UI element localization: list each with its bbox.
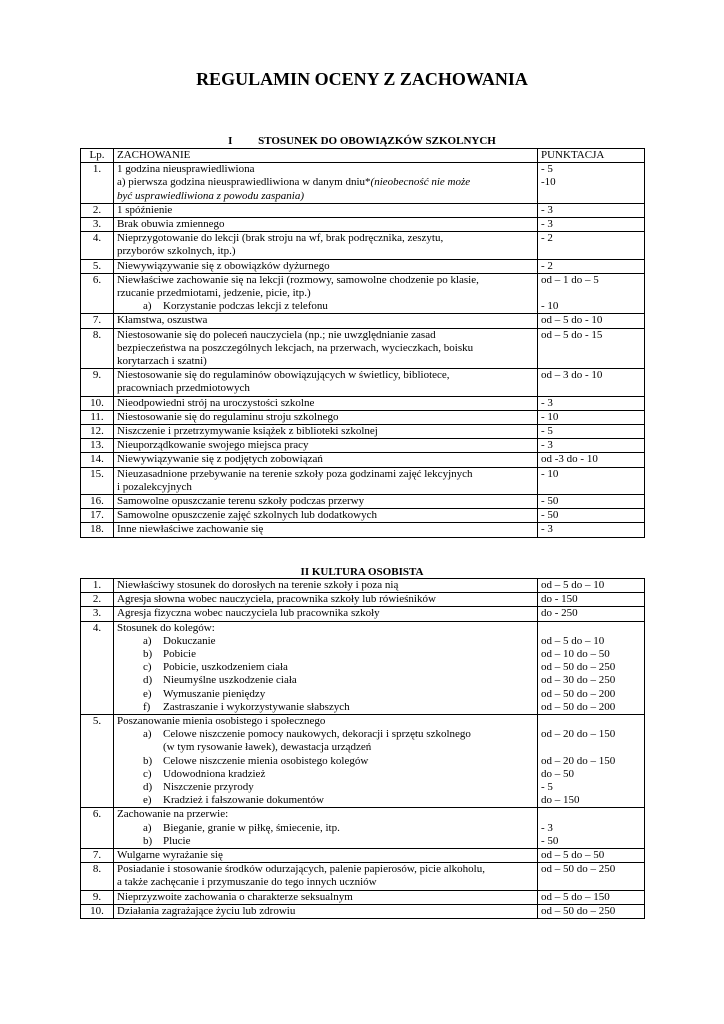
behavior-line: Agresja słowna wobec nauczyciela, pracownika szkoły lub rówieśników xyxy=(117,593,436,606)
behavior-line: Niewywiązywanie się z podjętych zobowiązań xyxy=(117,453,323,466)
behavior-line: Niewywiązywanie się z obowiązków dyżurnego xyxy=(117,259,330,272)
row-behavior xyxy=(114,314,538,328)
behavior-note: być usprawiedliwiona z powodu zaspania) xyxy=(117,189,305,202)
row-behavior xyxy=(114,579,538,593)
points-line: - 5 xyxy=(541,163,553,176)
row-points xyxy=(538,523,645,537)
table-row xyxy=(81,163,645,204)
row-points xyxy=(538,259,645,273)
row-points xyxy=(538,453,645,467)
sub-text: Bieganie, granie w piłkę, śmiecenie, itp. xyxy=(163,821,340,834)
sub-item xyxy=(117,701,534,714)
row-behavior xyxy=(114,621,538,714)
sub-item xyxy=(117,781,534,794)
row-points xyxy=(538,314,645,328)
sub-item xyxy=(117,835,534,848)
table-row xyxy=(81,523,645,537)
row-points xyxy=(538,439,645,453)
behavior-line: Wulgarne wyrażanie się xyxy=(117,849,223,862)
document-title: REGULAMIN OCENY Z ZACHOWANIA xyxy=(196,69,528,89)
points-line: - 5 xyxy=(541,425,553,438)
header-behavior: ZACHOWANIE xyxy=(114,149,538,163)
behavior-line: Niewłaściwy stosunek do dorosłych na terenie szkoły i poza nią xyxy=(117,579,399,591)
row-number: 15. xyxy=(81,467,114,494)
sub-text: Wymuszanie pieniędzy xyxy=(163,687,266,700)
row-number: 4. xyxy=(81,621,114,714)
row-points xyxy=(538,509,645,523)
row-number: 13. xyxy=(81,439,114,453)
points-line: -10 xyxy=(541,176,556,189)
points-line: do – 50 xyxy=(541,767,574,780)
behavior-line: Zachowanie na przerwie: xyxy=(117,808,229,821)
points-line: od – 30 do – 250 xyxy=(541,674,616,687)
sub-marker: b) xyxy=(143,834,153,847)
row-number: 18. xyxy=(81,523,114,537)
row-number: 2. xyxy=(81,203,114,217)
points-line: od – 5 do – 10 xyxy=(541,579,605,591)
sub-text: Nieumyślne uszkodzenie ciała xyxy=(163,674,297,687)
row-behavior xyxy=(114,396,538,410)
row-number: 6. xyxy=(81,273,114,314)
row-number: 5. xyxy=(81,715,114,808)
row-behavior xyxy=(114,715,538,808)
points-line: do – 150 xyxy=(541,794,580,807)
sub-text: Korzystanie podczas lekcji z telefonu xyxy=(163,300,328,313)
sub-item xyxy=(117,661,534,674)
points-line: do - 150 xyxy=(541,593,578,606)
table-row xyxy=(81,396,645,410)
behavior-line: Posiadanie i stosowanie środków odurzających, palenie papierosów, picie alkoholu, xyxy=(117,863,485,876)
table-row xyxy=(81,467,645,494)
table-row xyxy=(81,439,645,453)
row-points xyxy=(538,808,645,849)
sub-marker: e) xyxy=(143,687,152,700)
behavior-line: Niestosowanie się do poleceń nauczyciela (np.; nie uwzględnianie zasad xyxy=(117,328,436,341)
behavior-line: Poszanowanie mienia osobistego i społecznego xyxy=(117,715,326,728)
behavior-line: Nieodpowiedni strój na uroczystości szkolne xyxy=(117,396,315,409)
row-points xyxy=(538,396,645,410)
points-line: - 10 xyxy=(541,410,559,423)
sub-marker: f) xyxy=(143,700,151,713)
sub-continuation: (w tym rysowanie ławek), dewastacja urządzeń xyxy=(163,741,372,754)
points-line: od – 5 do – 10 xyxy=(541,634,605,647)
behavior-line: Inne niewłaściwe zachowanie się xyxy=(117,523,264,536)
behavior-line: przyborów szkolnych, itp.) xyxy=(117,245,236,258)
behavior-line: Nieuzasadnione przebywanie na terenie szkoły poza godzinami zajęć lekcyjnych xyxy=(117,467,473,480)
sub-marker: a) xyxy=(143,728,152,741)
section-2-heading: II KULTURA OSOBISTA xyxy=(300,566,424,578)
section-1-heading xyxy=(0,135,724,148)
row-points xyxy=(538,621,645,714)
row-number: 9. xyxy=(81,369,114,396)
table-row xyxy=(81,328,645,369)
behavior-line: Niestosowanie się do regulaminu stroju szkolnego xyxy=(117,410,339,423)
row-points xyxy=(538,849,645,863)
table-row xyxy=(81,808,645,849)
table-row xyxy=(81,369,645,396)
behavior-line: Samowolne opuszczanie terenu szkoły podczas przerwy xyxy=(117,495,365,508)
row-behavior xyxy=(114,218,538,232)
row-behavior xyxy=(114,808,538,849)
sub-item xyxy=(117,688,534,701)
behavior-line: Stosunek do kolegów: xyxy=(117,621,215,634)
points-line: od – 20 do – 150 xyxy=(541,728,616,741)
behavior-line: Niewłaściwe zachowanie się na lekcji (rozmowy, samowolne chodzenie po klasie, xyxy=(117,273,479,286)
sub-text: Pobicie, uszkodzeniem ciała xyxy=(163,661,288,674)
sub-marker: b) xyxy=(143,648,153,661)
sub-marker: c) xyxy=(143,767,152,780)
points-line: - 2 xyxy=(541,232,553,245)
table-row xyxy=(81,410,645,424)
points-line: od – 50 do – 200 xyxy=(541,687,616,700)
behavior-line: Kłamstwa, oszustwa xyxy=(117,314,208,327)
row-behavior xyxy=(114,203,538,217)
points-line: - 3 xyxy=(541,218,553,231)
points-line xyxy=(541,622,641,635)
behavior-line: Niestosowanie się do regulaminów obowiązujących w świetlicy, bibliotece, xyxy=(117,369,450,382)
behavior-line: a także zachęcanie i przymuszanie do tego innych uczniów xyxy=(117,876,377,889)
sub-text: Celowe niszczenie mienia osobistego kolegów xyxy=(163,754,369,767)
row-number: 4. xyxy=(81,232,114,259)
row-points xyxy=(538,163,645,204)
row-behavior xyxy=(114,467,538,494)
table-row xyxy=(81,495,645,509)
row-points xyxy=(538,593,645,607)
section-2-table xyxy=(80,578,645,919)
row-number: 2. xyxy=(81,593,114,607)
behavior-line: korytarzach i szatni) xyxy=(117,355,207,368)
row-number: 14. xyxy=(81,453,114,467)
table-row xyxy=(81,259,645,273)
behavior-line: Niszczenie i przetrzymywanie książek z biblioteki szkolnej xyxy=(117,425,378,438)
points-line: od – 5 do – 50 xyxy=(541,849,605,862)
row-number: 3. xyxy=(81,218,114,232)
row-number: 16. xyxy=(81,495,114,509)
table-row xyxy=(81,849,645,863)
points-line: - 5 xyxy=(541,781,553,794)
row-number: 1. xyxy=(81,163,114,204)
sub-text: Plucie xyxy=(163,834,191,847)
points-line xyxy=(541,808,641,821)
row-number: 7. xyxy=(81,849,114,863)
row-number: 5. xyxy=(81,259,114,273)
points-line: - 10 xyxy=(541,467,559,480)
table-header-row xyxy=(81,149,645,163)
table-row xyxy=(81,890,645,904)
row-behavior xyxy=(114,904,538,918)
row-behavior xyxy=(114,425,538,439)
sub-item xyxy=(117,755,534,768)
table-row xyxy=(81,607,645,621)
points-line: - 3 xyxy=(541,203,553,216)
row-behavior xyxy=(114,523,538,537)
table-row xyxy=(81,453,645,467)
points-line: od – 50 do – 200 xyxy=(541,700,616,713)
points-line: od – 50 do – 250 xyxy=(541,904,616,917)
sub-marker: a) xyxy=(143,821,152,834)
points-line: - 50 xyxy=(541,834,559,847)
points-line: od – 5 do - 15 xyxy=(541,328,603,341)
sub-marker: d) xyxy=(143,674,153,687)
table-row xyxy=(81,621,645,714)
header-points: PUNKTACJA xyxy=(538,149,645,163)
points-line xyxy=(541,715,641,728)
sub-item xyxy=(117,728,534,741)
sub-text: Niszczenie przyrody xyxy=(163,781,254,794)
row-points xyxy=(538,328,645,369)
row-behavior xyxy=(114,849,538,863)
table-row xyxy=(81,314,645,328)
points-line: - 10 xyxy=(541,300,559,313)
behavior-line: Nieprzygotowanie do lekcji (brak stroju na wf, brak podręcznika, zeszytu, xyxy=(117,232,444,245)
behavior-line: bezpieczeństwa na poszczególnych lekcjach, na przerwach, wycieczkach, boisku xyxy=(117,341,474,354)
sub-text: Udowodniona kradzież xyxy=(163,767,266,780)
row-behavior xyxy=(114,453,538,467)
behavior-note: (nieobecność nie może xyxy=(370,176,471,189)
points-line: - 2 xyxy=(541,259,553,272)
behavior-line: rzucanie przedmiotami, jedzenie, picie, itp.) xyxy=(117,287,311,300)
points-line: - 3 xyxy=(541,396,553,409)
behavior-line: Nieprzyzwoite zachowania o charakterze seksualnym xyxy=(117,890,353,903)
row-points xyxy=(538,425,645,439)
row-points xyxy=(538,410,645,424)
row-behavior xyxy=(114,163,538,204)
sub-text: Kradzież i fałszowanie dokumentów xyxy=(163,794,324,807)
points-line: od – 50 do – 250 xyxy=(541,863,616,876)
sub-marker: b) xyxy=(143,754,153,767)
points-line: do - 250 xyxy=(541,607,578,620)
row-behavior xyxy=(114,593,538,607)
behavior-line: pracowniach przedmiotowych xyxy=(117,382,250,395)
row-number: 11. xyxy=(81,410,114,424)
table-row xyxy=(81,593,645,607)
points-line: - 3 xyxy=(541,439,553,452)
row-number: 9. xyxy=(81,890,114,904)
sub-marker: a) xyxy=(143,300,152,313)
row-behavior xyxy=(114,273,538,314)
header-lp: Lp. xyxy=(81,149,114,163)
table-row xyxy=(81,715,645,808)
points-line: od – 5 do – 150 xyxy=(541,890,610,903)
table-row xyxy=(81,232,645,259)
row-number: 8. xyxy=(81,863,114,890)
row-behavior xyxy=(114,863,538,890)
row-number: 10. xyxy=(81,904,114,918)
points-line: - 50 xyxy=(541,495,559,508)
sub-text: Celowe niszczenie pomocy naukowych, dekoracji i sprzętu szkolnego xyxy=(163,728,471,741)
points-line: od – 3 do - 10 xyxy=(541,369,603,382)
points-line xyxy=(541,287,641,300)
points-line: - 50 xyxy=(541,509,559,522)
table-row xyxy=(81,579,645,593)
table-row xyxy=(81,273,645,314)
row-points xyxy=(538,369,645,396)
row-points xyxy=(538,904,645,918)
section-1-number: I xyxy=(228,135,233,147)
points-line: od – 5 do - 10 xyxy=(541,314,603,327)
points-line: od – 50 do – 250 xyxy=(541,661,616,674)
row-points xyxy=(538,232,645,259)
row-behavior xyxy=(114,495,538,509)
sub-text: Dokuczanie xyxy=(163,634,216,647)
sub-marker: d) xyxy=(143,781,153,794)
behavior-line: 1 godzina nieusprawiedliwiona xyxy=(117,163,255,176)
row-points xyxy=(538,607,645,621)
row-behavior xyxy=(114,410,538,424)
sub-item xyxy=(117,635,534,648)
row-number: 10. xyxy=(81,396,114,410)
row-points xyxy=(538,467,645,494)
row-number: 17. xyxy=(81,509,114,523)
row-points xyxy=(538,863,645,890)
points-line: od – 20 do – 150 xyxy=(541,754,616,767)
row-number: 12. xyxy=(81,425,114,439)
row-points xyxy=(538,218,645,232)
sub-item xyxy=(117,768,534,781)
behavior-line: Nieuporządkowanie swojego miejsca pracy xyxy=(117,439,309,452)
row-behavior xyxy=(114,607,538,621)
row-number: 7. xyxy=(81,314,114,328)
row-number: 1. xyxy=(81,579,114,593)
table-row xyxy=(81,203,645,217)
row-behavior xyxy=(114,232,538,259)
row-points xyxy=(538,495,645,509)
behavior-text: a) pierwsza godzina nieusprawiedliwiona w danym dniu* xyxy=(117,176,371,189)
points-line: - 3 xyxy=(541,821,553,834)
section-1-table xyxy=(80,148,645,538)
points-line xyxy=(541,741,641,754)
sub-text: Zastraszanie i wykorzystywanie słabszych xyxy=(163,700,350,713)
row-number: 6. xyxy=(81,808,114,849)
sub-item xyxy=(117,674,534,687)
sub-item xyxy=(117,822,534,835)
behavior-line: Działania zagrażające życiu lub zdrowiu xyxy=(117,904,296,917)
behavior-line: i pozalekcyjnych xyxy=(117,480,192,493)
behavior-line: 1 spóźnienie xyxy=(117,203,173,216)
points-line: od -3 do - 10 xyxy=(541,453,598,466)
row-number: 8. xyxy=(81,328,114,369)
row-points xyxy=(538,203,645,217)
row-points xyxy=(538,273,645,314)
table-row xyxy=(81,863,645,890)
sub-item xyxy=(117,794,534,807)
behavior-line: Agresja fizyczna wobec nauczyciela lub pracownika szkoły xyxy=(117,607,380,620)
row-behavior xyxy=(114,890,538,904)
sub-marker: c) xyxy=(143,661,152,674)
sub-marker: a) xyxy=(143,634,152,647)
table-row xyxy=(81,425,645,439)
behavior-line xyxy=(117,176,534,189)
section-1-title: STOSUNEK DO OBOWIĄZKÓW SZKOLNYCH xyxy=(258,135,496,147)
row-behavior xyxy=(114,439,538,453)
row-behavior xyxy=(114,328,538,369)
behavior-line: Brak obuwia zmiennego xyxy=(117,218,225,231)
sub-item xyxy=(117,648,534,661)
sub-item xyxy=(117,300,534,313)
sub-text: Pobicie xyxy=(163,648,196,661)
behavior-line: Samowolne opuszczenie zajęć szkolnych lub dodatkowych xyxy=(117,509,377,522)
points-line: od – 10 do – 50 xyxy=(541,648,610,660)
row-number: 3. xyxy=(81,607,114,621)
table-row xyxy=(81,509,645,523)
row-points xyxy=(538,890,645,904)
points-line: - 3 xyxy=(541,523,553,536)
row-behavior xyxy=(114,369,538,396)
row-behavior xyxy=(114,259,538,273)
table-row xyxy=(81,218,645,232)
row-points xyxy=(538,579,645,593)
row-points xyxy=(538,715,645,808)
row-behavior xyxy=(114,509,538,523)
table-row xyxy=(81,904,645,918)
points-line: od – 1 do – 5 xyxy=(541,273,599,286)
sub-marker: e) xyxy=(143,794,152,807)
